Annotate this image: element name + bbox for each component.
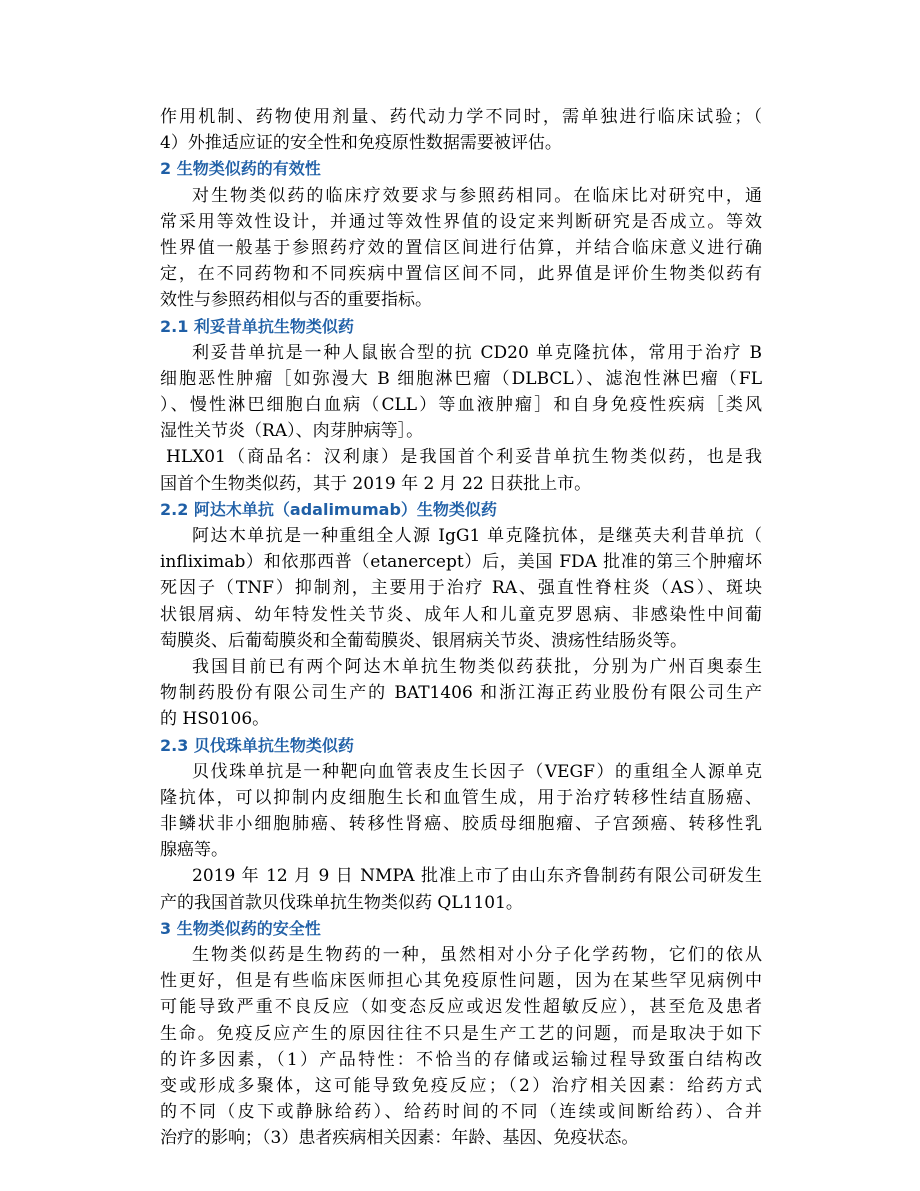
text-line: 的不同（皮下或静脉给药）、给药时间的不同（连续或间断给药）、合并 bbox=[160, 1102, 762, 1123]
text-line: 状银屑病、幼年特发性关节炎、成年人和儿童克罗恩病、非感染性中间葡 bbox=[160, 604, 762, 625]
text-line: 非鳞状非小细胞肺癌、转移性肾癌、胶质母细胞瘤、子宫颈癌、转移性乳 bbox=[160, 814, 762, 835]
paragraph bbox=[160, 340, 762, 445]
text-line: 腺癌等。 bbox=[160, 840, 228, 861]
section-heading: 2 生物类似药的有效性 bbox=[160, 159, 321, 179]
text-line: HLX01（商品名：汉利康）是我国首个利妥昔单抗生物类似药，也是我 bbox=[166, 447, 762, 468]
text-line: 效性与参照药相似与否的重要指标。 bbox=[160, 290, 432, 311]
text-line: infliximab）和依那西普（etanercept）后，美国 FDA 批准的第三个肿瘤坏 bbox=[160, 552, 762, 573]
text-line: 物制药股份有限公司生产的 BAT1406 和浙江海正药业股份有限公司生产 bbox=[160, 683, 762, 704]
document-page bbox=[160, 104, 762, 1152]
text-line: 死因子（TNF）抑制剂，主要用于治疗 RA、强直性脊柱炎（AS）、斑块 bbox=[160, 578, 762, 599]
text-line: 贝伐珠单抗是一种靶向血管表皮生长因子（VEGF）的重组全人源单克 bbox=[192, 761, 762, 782]
text-line: 的许多因素，（1）产品特性：不恰当的存储或运输过程导致蛋白结构改 bbox=[160, 1049, 762, 1070]
paragraph bbox=[160, 104, 762, 156]
text-line: ）、慢性淋巴细胞白血病（CLL）等血液肿瘤］和自身免疫性疾病［类风 bbox=[160, 395, 762, 416]
text-line: 4）外推适应证的安全性和免疫原性数据需要被评估。 bbox=[160, 133, 562, 154]
text-line: 产的我国首款贝伐珠单抗生物类似药 QL1101。 bbox=[160, 892, 523, 913]
paragraph bbox=[160, 444, 762, 496]
text-line: 性更好，但是有些临床医师担心其免疫原性问题，因为在某些罕见病例中 bbox=[160, 971, 762, 992]
text-line: 利妥昔单抗是一种人鼠嵌合型的抗 CD20 单克隆抗体，常用于治疗 B bbox=[192, 342, 762, 363]
text-line: 阿达木单抗是一种重组全人源 IgG1 单克隆抗体，是继英夫利昔单抗（ bbox=[192, 526, 762, 546]
text-line: 的 HS0106。 bbox=[160, 709, 270, 730]
paragraph bbox=[160, 523, 762, 654]
text-line: 变或形成多聚体，这可能导致免疫反应；（2）治疗相关因素：给药方式 bbox=[160, 1075, 762, 1096]
paragraph bbox=[160, 759, 762, 864]
text-line: 作用机制、药物使用剂量、药代动力学不同时，需单独进行临床试验；（ bbox=[160, 107, 762, 127]
text-line: 定，在不同药物和不同疾病中置信区间不同，此界值是评价生物类似药有 bbox=[160, 264, 762, 285]
section-heading: 3 生物类似药的安全性 bbox=[160, 918, 321, 938]
paragraph bbox=[160, 654, 762, 733]
text-line: 对生物类似药的临床疗效要求与参照药相同。在临床比对研究中，通 bbox=[192, 185, 762, 206]
text-line: 国首个生物类似药，其于 2019 年 2 月 22 日获批上市。 bbox=[160, 473, 592, 494]
section-heading: 2.3 贝伐珠单抗生物类似药 bbox=[160, 735, 354, 755]
paragraph bbox=[160, 942, 762, 1152]
section-heading: 2.1 利妥昔单抗生物类似药 bbox=[160, 316, 354, 336]
paragraph bbox=[160, 863, 762, 915]
text-line: 我国目前已有两个阿达木单抗生物类似药获批，分别为广州百奥泰生 bbox=[192, 656, 762, 677]
text-line: 可能导致严重不良反应（如变态反应或迟发性超敏反应），甚至危及患者 bbox=[160, 997, 762, 1018]
text-line: 治疗的影响；（3）患者疾病相关因素：年龄、基因、免疫状态。 bbox=[160, 1128, 639, 1149]
text-line: 萄膜炎、后葡萄膜炎和全葡萄膜炎、银屑病关节炎、溃疡性结肠炎等。 bbox=[160, 630, 687, 651]
paragraph bbox=[160, 183, 762, 314]
section-heading: 2.2 阿达木单抗（adalimumab）生物类似药 bbox=[160, 499, 497, 519]
text-line: 湿性关节炎（RA）、肉芽肿病等］。 bbox=[160, 421, 424, 442]
text-line: 隆抗体，可以抑制内皮细胞生长和血管生成，用于治疗转移性结直肠癌、 bbox=[160, 787, 762, 808]
text-line: 常采用等效性设计，并通过等效性界值的设定来判断研究是否成立。等效 bbox=[160, 211, 762, 232]
text-line: 生命。免疫反应产生的原因往往不只是生产工艺的问题，而是取决于如下 bbox=[160, 1023, 762, 1044]
text-line: 生物类似药是生物药的一种，虽然相对小分子化学药物，它们的依从 bbox=[192, 945, 762, 965]
text-line: 2019 年 12 月 9 日 NMPA 批准上市了由山东齐鲁制药有限公司研发生 bbox=[192, 866, 762, 887]
text-line: 细胞恶性肿瘤［如弥漫大 B 细胞淋巴瘤（DLBCL）、滤泡性淋巴瘤（FL bbox=[160, 368, 762, 389]
text-line: 性界值一般基于参照药疗效的置信区间进行估算，并结合临床意义进行确 bbox=[160, 237, 762, 258]
